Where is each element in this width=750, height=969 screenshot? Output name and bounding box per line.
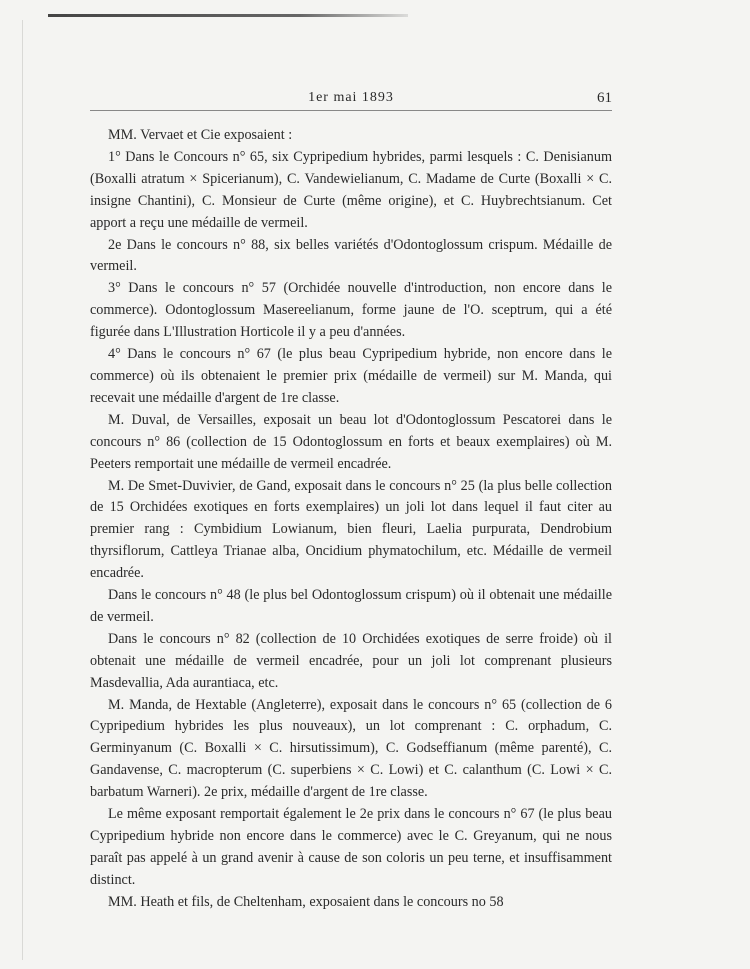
paragraph: 1° Dans le Concours n° 65, six Cypripedium hybrides, parmi lesquels : C. Denisianum (Boxalli atratum × Spicerianum), C. Vandewielianum, C. Madame de Curte (Boxalli × C. insigne Chantini), C. Monsieur de Curte (même origine), et C. Huybrechtsianum. Cet apport a reçu une médaille de vermeil.: [90, 148, 612, 231]
running-head: [90, 82, 612, 111]
page-edge-shadow: [22, 20, 23, 960]
paragraph: Dans le concours n° 48 (le plus bel Odontoglossum crispum) où il obtenait une médaille de vermeil.: [90, 587, 612, 625]
top-edge-rule: [48, 14, 408, 17]
paragraph: 4° Dans le concours n° 67 (le plus beau Cypripedium hybride, non encore dans le commerce) où ils obtenaient le premier prix (médaille de vermeil) sur M. Manda, qui recevait une médaille d'argent de 1re classe.: [90, 346, 612, 406]
paragraph: M. De Smet-Duvivier, de Gand, exposait dans le concours n° 25 (la plus belle collection de 15 Orchidées exotiques en forts exemplaires) un joli lot dans lequel il faut citer au premier rang : Cymbidium Lowianum, bien fleuri, Laelia purpurata, Dendrobium thyrsiflorum, Cattleya Trianae alba, Oncidium phymatochilum, etc. Médaille de vermeil encadrée.: [90, 477, 612, 582]
paragraph: Le même exposant remportait également le 2e prix dans le concours n° 67 (le plus beau Cypripedium hybride non encore dans le commerce) avec le C. Greyanum, qui ne nous paraît pas appelé à un grand avenir à cause de son coloris un peu terne, et insuffisamment distinct.: [90, 806, 612, 888]
paragraph: 2e Dans le concours n° 88, six belles variétés d'Odontoglossum crispum. Médaille de vermeil.: [90, 236, 612, 275]
paragraph: Dans le concours n° 82 (collection de 10 Orchidées exotiques de serre froide) où il obtenait une médaille de vermeil encadrée, pour un joli lot comprenant plusieurs Masdevallia, Ada aurantiaca, etc.: [90, 630, 612, 691]
page-number: 61: [597, 90, 612, 106]
paragraph: MM. Heath et fils, de Cheltenham, exposaient dans le concours no 58: [108, 893, 504, 910]
paragraph: MM. Vervaet et Cie exposaient :: [108, 127, 293, 143]
page: [90, 82, 612, 914]
paragraph: 3° Dans le concours n° 57 (Orchidée nouvelle d'introduction, non encore dans le commerce). Odontoglossum Masereelianum, forme jaune de l'O. sceptrum, qui a été figurée dans L'Illustration Horticole il y a peu d'années.: [90, 280, 612, 341]
paragraph: M. Duval, de Versailles, exposait un beau lot d'Odontoglossum Pescatorei dans le concours n° 86 (collection de 15 Odontoglossum en forts et beaux exemplaires) où M. Peeters remportait une médaille de vermeil encadrée.: [90, 411, 612, 472]
header-date: 1er mai 1893: [308, 90, 394, 105]
body-text: [90, 125, 612, 914]
paragraph: M. Manda, de Hextable (Angleterre), exposait dans le concours n° 65 (collection de 6 Cypripedium hybrides les plus nouveaux), un lot comprenant : C. orphadum, C. Germinyanum (C. Boxalli × C. hirsutissimum), C. Godseffianum (même parenté), C. Gandavense, C. macropterum (C. superbiens × C. Lowi) et C. calanthum (C. Lowi × C. barbatum Warneri). 2e prix, médaille d'argent de 1re classe.: [90, 696, 612, 801]
